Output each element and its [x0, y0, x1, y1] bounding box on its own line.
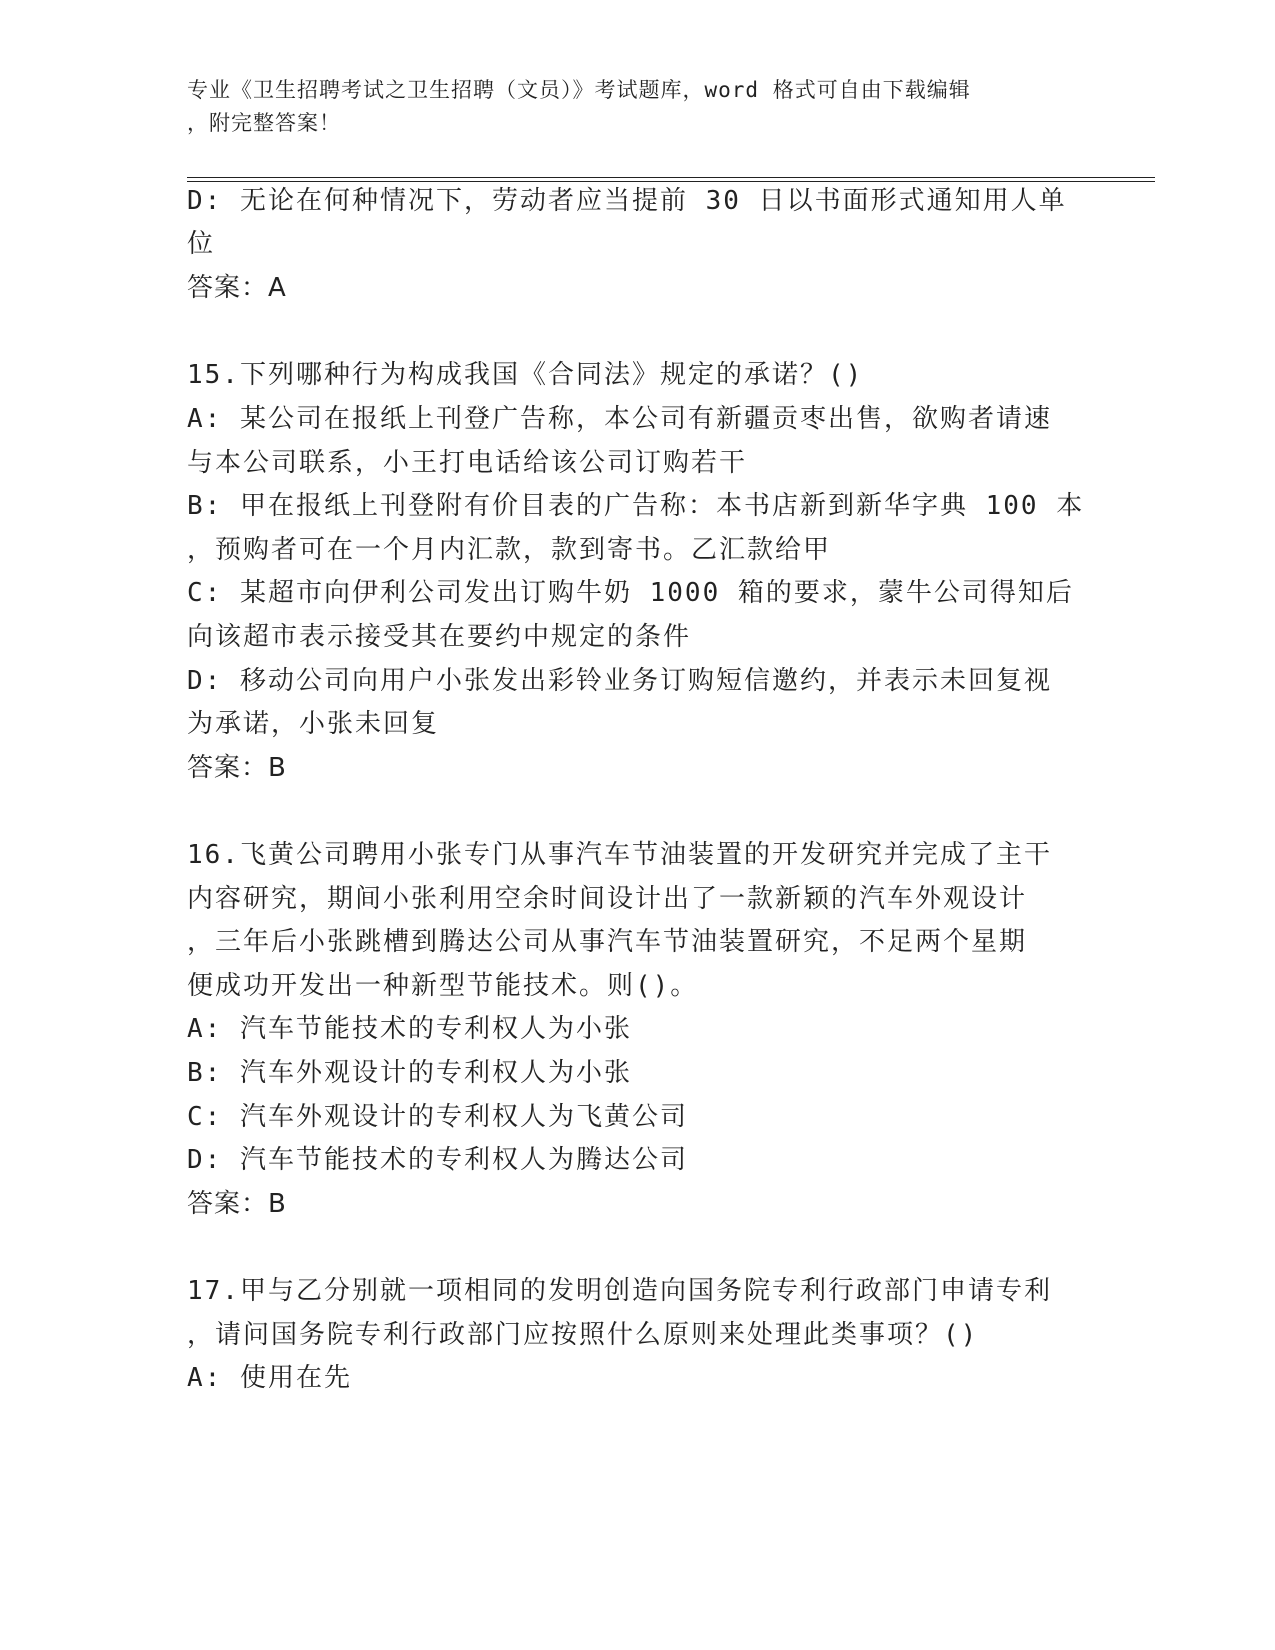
question-15-stem: 15.下列哪种行为构成我国《合同法》规定的承诺？() [187, 360, 864, 390]
question-16-answer: 答案：B [187, 1189, 287, 1219]
header-line: ，附完整答案！ [187, 111, 341, 135]
question-15-answer: 答案：B [187, 753, 287, 783]
question-15-option-c-continued: 向该超市表示接受其在要约中规定的条件 [187, 622, 692, 652]
question-15-option-c: C: 某超市向伊利公司发出订购牛奶 1000 箱的要求，蒙牛公司得知后 [187, 578, 1074, 608]
question-16-option-a: A: 汽车节能技术的专利权人为小张 [187, 1014, 632, 1044]
question-16-option-c: C: 汽车外观设计的专利权人为飞黄公司 [187, 1102, 688, 1132]
option-d: D: 无论在何种情况下，劳动者应当提前 30 日以书面形式通知用人单 [187, 186, 1067, 216]
question-16-option-d: D: 汽车节能技术的专利权人为腾达公司 [187, 1145, 688, 1175]
question-17-option-a: A: 使用在先 [187, 1363, 352, 1393]
document-header [187, 74, 1087, 140]
question-16-stem-continued: 内容研究，期间小张利用空余时间设计出了一款新颖的汽车外观设计 [187, 884, 1028, 914]
question-15-option-d-continued: 为承诺，小张未回复 [187, 709, 440, 739]
question-16-stem: 16.飞黄公司聘用小张专门从事汽车节油装置的开发研究并完成了主干 [187, 840, 1052, 870]
question-15-option-a-continued: 与本公司联系，小王打电话给该公司订购若干 [187, 448, 748, 478]
question-15-option-d: D: 移动公司向用户小张发出彩铃业务订购短信邀约，并表示未回复视 [187, 666, 1052, 696]
question-15-option-b-continued: ，预购者可在一个月内汇款，款到寄书。乙汇款给甲 [187, 535, 832, 565]
question-15-option-b: B: 甲在报纸上刊登附有价目表的广告称：本书店新到新华字典 100 本 [187, 491, 1085, 521]
question-16-stem-continued: ，三年后小张跳槽到腾达公司从事汽车节油装置研究，不足两个星期 [187, 927, 1028, 957]
option-d-continued: 位 [187, 229, 216, 259]
question-17-stem: 17.甲与乙分别就一项相同的发明创造向国务院专利行政部门申请专利 [187, 1276, 1052, 1306]
header-line: 专业《卫生招聘考试之卫生招聘（文员）》考试题库，word 格式可自由下载编辑 [187, 78, 971, 102]
question-16-option-b: B: 汽车外观设计的专利权人为小张 [187, 1058, 632, 1088]
answer-line: 答案：A [187, 273, 287, 303]
question-16-stem-continued: 便成功开发出一种新型节能技术。则()。 [187, 971, 699, 1001]
header-divider [187, 177, 1155, 182]
question-17-stem-continued: ，请问国务院专利行政部门应按照什么原则来处理此类事项？() [187, 1320, 979, 1350]
question-15-option-a: A: 某公司在报纸上刊登广告称，本公司有新疆贡枣出售，欲购者请速 [187, 404, 1052, 434]
